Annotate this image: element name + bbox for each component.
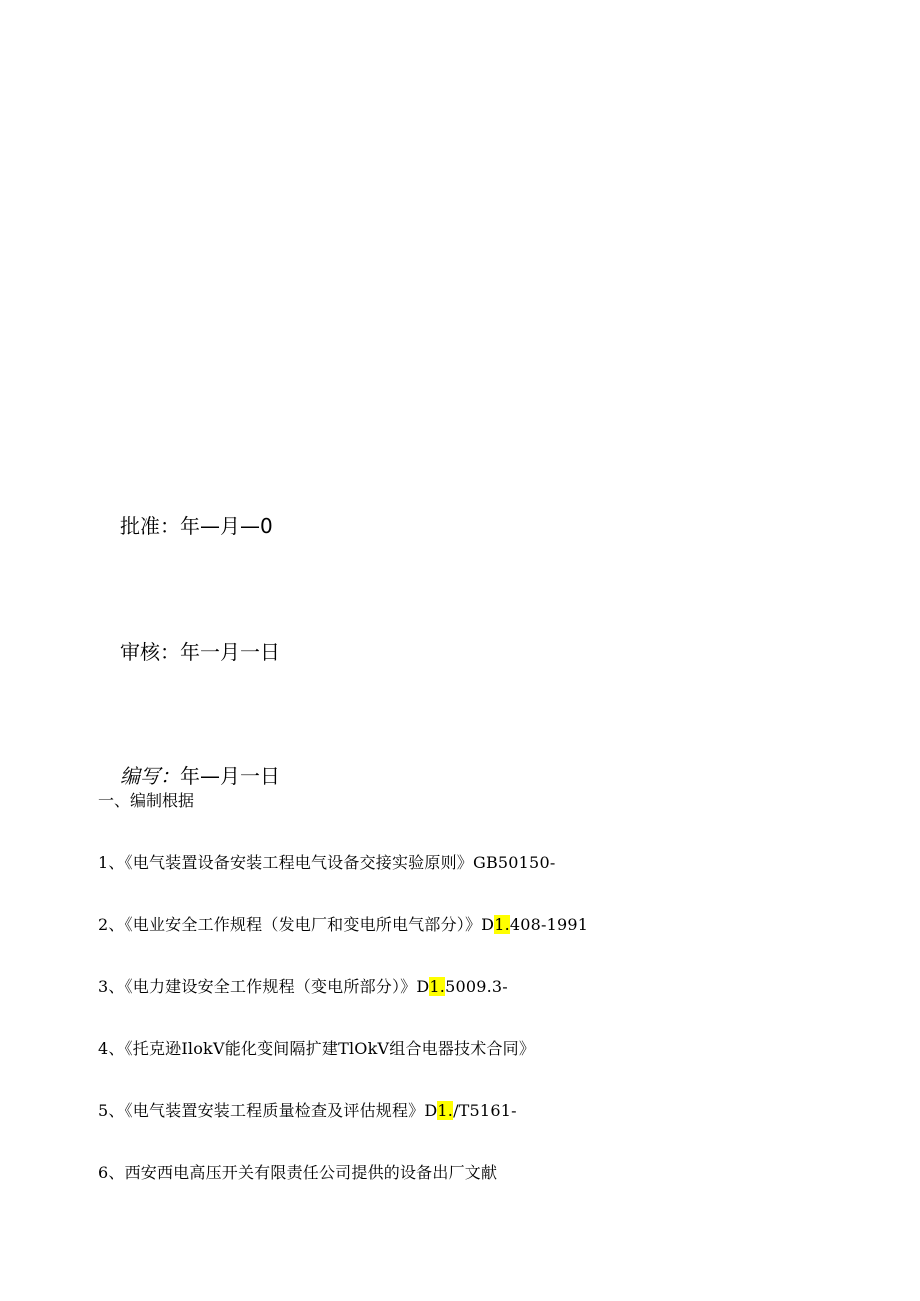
basis-item-text: 4、《托克逊IlokV能化变间隔扩建TlOkV组合电器技术合同》 [98,1039,536,1058]
compile-label: 编写： [120,764,180,788]
review-signature-line [120,638,280,666]
review-label: 审核： [120,640,180,664]
basis-item-1 [98,848,588,878]
basis-item-6 [98,1158,588,1188]
basis-item-suffix: 408-1991 [509,915,589,934]
basis-item-text: 3、《电力建设安全工作规程（变电所部分）》D [98,977,430,996]
review-date: 年一月一日 [180,640,280,664]
approval-label: 批准： [120,514,180,538]
approval-date: 年—月—0 [180,514,273,538]
approval-signature-line [120,512,273,540]
basis-item-suffix: /T5161- [453,1101,517,1120]
highlighted-text: 1. [494,915,510,934]
basis-list [98,848,588,1220]
compile-date: 年—月一日 [180,764,280,788]
highlighted-text: 1. [437,1101,454,1120]
basis-item-text: 6、西安西电高压开关有限责任公司提供的设备出厂文献 [98,1163,498,1182]
highlighted-text: 1. [429,977,446,996]
basis-item-text: 5、《电气装置安装工程质量检查及评估规程》D [98,1101,438,1120]
basis-item-suffix: 5009.3- [445,977,508,996]
basis-item-5 [98,1096,588,1126]
basis-item-3 [98,972,588,1002]
basis-item-text: 2、《电业安全工作规程（发电厂和变电所电气部分）》D [98,915,495,934]
basis-item-2 [98,910,588,940]
section-heading: 一、编制根据 [98,791,195,810]
compile-signature-line [120,762,280,790]
basis-item-text: 1、《电气装置设备安装工程电气设备交接实验原则》GB50150- [98,853,556,872]
basis-item-4 [98,1034,588,1064]
